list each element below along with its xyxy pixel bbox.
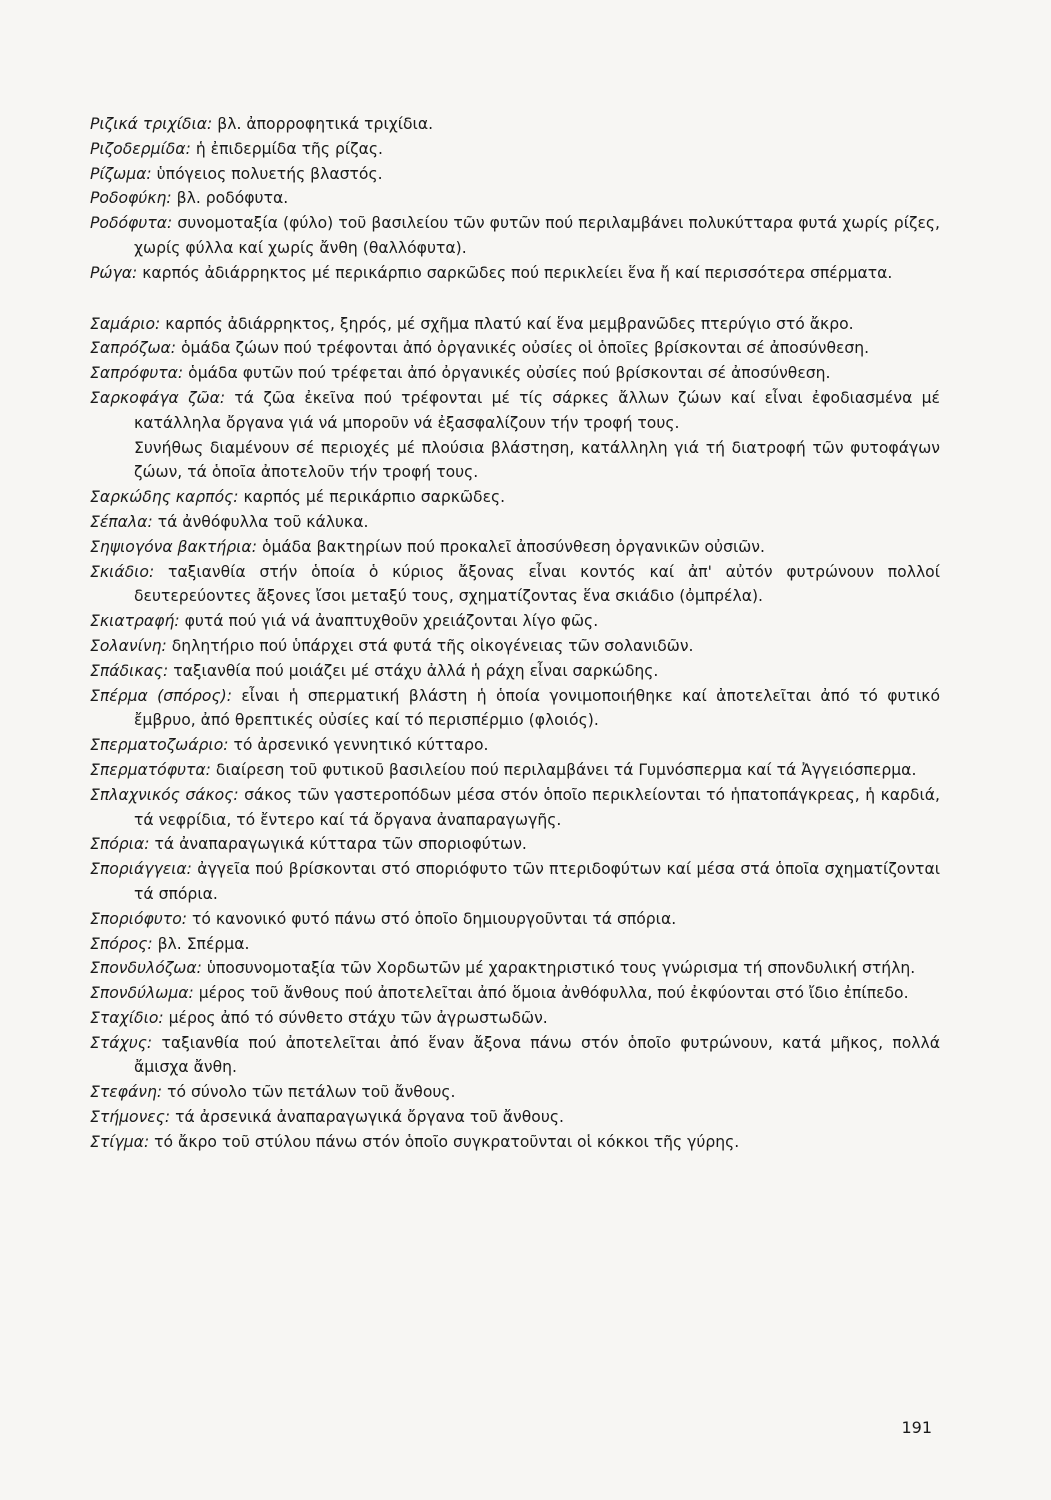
glossary-term: Στίγμα:: [90, 1132, 150, 1151]
glossary-definition: μέρος ἀπό τό σύνθετο στάχυ τῶν ἀγρωστωδῶν.: [168, 1008, 548, 1027]
glossary-entry: [90, 634, 940, 659]
glossary-term: Σπονδυλόζωα:: [90, 959, 202, 978]
glossary-definition: ἀγγεῖα πού βρίσκονται στό σποριόφυτο τῶν πτεριδοφύτων καί μέσα στά ὁποῖα σχηματίζονται τά σπόρια.: [134, 860, 940, 903]
glossary-entry: [90, 956, 940, 981]
glossary-term: Σπόρος:: [90, 934, 153, 953]
glossary-term: Σπερματοζωάριο:: [90, 736, 229, 755]
glossary-term: Σαμάριο:: [90, 314, 161, 333]
glossary-definition: ὁμάδα ζώων πού τρέφονται ἀπό ὀργανικές οὐσίες οἱ ὁποῖες βρίσκονται σέ ἀποσύνθεση.: [181, 339, 870, 358]
glossary-entry: [90, 560, 940, 610]
glossary-definition: ὑπόγειος πολυετής βλαστός.: [156, 164, 383, 183]
glossary-entry: [90, 1105, 940, 1130]
glossary-definition: βλ. Σπέρμα.: [157, 934, 250, 953]
glossary-term: Σηψιογόνα βακτήρια:: [90, 537, 257, 556]
glossary-entry: [90, 312, 940, 337]
glossary-entry: [90, 907, 940, 932]
glossary-entry: [90, 162, 940, 187]
glossary-entry: [90, 832, 940, 857]
glossary-term: Σκιατραφή:: [90, 612, 180, 631]
glossary-definition: τό κανονικό φυτό πάνω στό ὁποῖο δημιουργοῦνται τά σπόρια.: [191, 909, 677, 928]
glossary-term: Σκιάδιο:: [90, 562, 155, 581]
glossary-definition: καρπός μέ περικάρπιο σαρκῶδες.: [243, 488, 506, 507]
glossary-entry: [90, 211, 940, 261]
glossary-term: Σπονδύλωμα:: [90, 984, 194, 1003]
glossary-term: Σαρκοφάγα ζῶα:: [90, 388, 226, 407]
glossary-entry: [90, 1080, 940, 1105]
glossary-definition-continuation: Συνήθως διαμένουν σέ περιοχές μέ πλούσια βλάστηση, κατάλληλη γιά τή διατροφή τῶν φυτοφάγων ζώων, τά ὁποῖα ἀποτελοῦν τήν τροφή τους.: [134, 438, 940, 482]
glossary-definition: μέρος τοῦ ἄνθους πού ἀποτελεῖται ἀπό ὅμοια ἀνθόφυλλα, πού ἐκφύονται στό ἴδιο ἐπίπεδο.: [198, 984, 909, 1003]
glossary-term: Σπερματόφυτα:: [90, 760, 211, 779]
glossary-definition: εἶναι ἡ σπερματική βλάστη ἡ ὁποία γονιμοποιήθηκε καί ἀποτελεῖται ἀπό τό φυτικό ἔμβρυο, ἀπό θρεπτικές οὐσίες καί τό περισπέρμιο (φλοιός).: [134, 686, 940, 730]
glossary-definition: βλ. ροδόφυτα.: [176, 189, 289, 208]
page-number: 191: [901, 1418, 932, 1437]
glossary-entry: [90, 1006, 940, 1031]
glossary-definition: ὁμάδα φυτῶν πού τρέφεται ἀπό ὀργανικές οὐσίες πού βρίσκονται σέ ἀποσύνθεση.: [188, 364, 831, 383]
glossary-term: Ριζοδερμίδα:: [90, 139, 191, 158]
glossary-term: Ρίζωμα:: [90, 164, 152, 183]
glossary-entry: [90, 112, 940, 137]
glossary-entry: [90, 932, 940, 957]
glossary-definition: ἡ ἐπιδερμίδα τῆς ρίζας.: [195, 139, 384, 158]
glossary-term: Ρώγα:: [90, 263, 138, 282]
glossary-entry: [90, 981, 940, 1006]
glossary-entry: [90, 535, 940, 560]
glossary-entry: [90, 758, 940, 783]
glossary-definition: τά ζῶα ἐκεῖνα πού τρέφονται μέ τίς σάρκες ἄλλων ζώων καί εἶναι ἐφοδιασμένα μέ κατάλληλα ὄργανα γιά νά μποροῦν νά ἐξασφαλίζουν τήν τροφή τους.: [134, 388, 940, 432]
glossary-definition: βλ. ἀπορροφητικά τριχίδια.: [217, 115, 434, 133]
glossary-term: Στεφάνη:: [90, 1083, 163, 1102]
glossary-definition: ταξιανθία στήν ὁποία ὁ κύριος ἄξονας εἶναι κοντός καί ἀπ' αὐτόν φυτρώνουν πολλοί δευτερεύοντες ἄξονες ἴσοι μεταξύ τους, σχηματίζοντας ἕνα σκιάδιο (ὀμπρέλα).: [134, 562, 940, 606]
glossary-term: Στάχυς:: [90, 1033, 153, 1052]
glossary-definition: ταξιανθία πού ἀποτελεῖται ἀπό ἕναν ἄξονα πάνω στόν ὁποῖο φυτρώνουν, κατά μῆκος, πολλά ἄμισχα ἄνθη.: [134, 1033, 940, 1077]
glossary-term: Ριζικά τριχίδια:: [90, 115, 213, 133]
glossary-term: Σαπρόφυτα:: [90, 364, 184, 383]
glossary-definition: ὁμάδα βακτηρίων πού προκαλεῖ ἀποσύνθεση ὀργανικῶν οὐσιῶν.: [261, 537, 765, 556]
glossary-term: Σποριόφυτο:: [90, 909, 187, 928]
glossary-entry: [90, 659, 940, 684]
glossary-definition: τά ἀρσενικά ἀναπαραγωγικά ὄργανα τοῦ ἄνθους.: [175, 1108, 564, 1127]
glossary-definition: ὑποσυνομοταξία τῶν Χορδωτῶν μέ χαρακτηριστικό τους γνώρισμα τή σπονδυλική στήλη.: [206, 959, 916, 978]
glossary-definition: φυτά πού γιά νά ἀναπτυχθοῦν χρειάζονται λίγο φῶς.: [184, 612, 599, 631]
glossary-term: Ροδόφυτα:: [90, 214, 173, 233]
glossary-definition: τό ἀρσενικό γεννητικό κύτταρο.: [233, 736, 489, 755]
glossary-definition: δηλητήριο πού ὑπάρχει στά φυτά τῆς οἰκογένειας τῶν σολανιδῶν.: [171, 636, 694, 655]
glossary-entry: [90, 261, 940, 286]
glossary-entry: [90, 783, 940, 833]
glossary-definition: καρπός ἀδιάρρηκτος, ξηρός, μέ σχῆμα πλατύ καί ἕνα μεμβρανῶδες πτερύγιο στό ἄκρο.: [165, 314, 854, 333]
glossary-entry: [90, 361, 940, 386]
glossary-entry: [90, 186, 940, 211]
glossary-entry: [90, 609, 940, 634]
glossary-entry: [90, 733, 940, 758]
glossary-term: Σπέρμα (σπόρος):: [90, 686, 232, 705]
glossary-entry: [90, 684, 940, 734]
glossary-entry: [90, 510, 940, 535]
glossary-entry: [90, 386, 940, 436]
glossary-term: Σαρκώδης καρπός:: [90, 488, 239, 507]
glossary-term: Σπόρια:: [90, 835, 150, 854]
glossary-term: Σταχίδιο:: [90, 1008, 164, 1027]
glossary-term: Σαπρόζωα:: [90, 339, 177, 358]
glossary-entry: [90, 485, 940, 510]
glossary-definition: σάκος τῶν γαστεροπόδων μέσα στόν ὁποῖο περικλείονται τό ἡπατοπάγκρεας, ἡ καρδιά, τά νεφρίδια, τό ἔντερο καί τά ὄργανα ἀναπαραγωγῆς.: [134, 785, 940, 829]
glossary-definition: τό σύνολο τῶν πετάλων τοῦ ἄνθους.: [167, 1083, 456, 1102]
glossary-entry: [90, 1031, 940, 1081]
glossary-term: Σολανίνη:: [90, 636, 167, 655]
glossary-definition: τό ἄκρο τοῦ στύλου πάνω στόν ὁποῖο συγκρατοῦνται οἱ κόκκοι τῆς γύρης.: [154, 1132, 740, 1151]
glossary-term: Σπάδικας:: [90, 661, 169, 680]
glossary-definition: τά ἀναπαραγωγικά κύτταρα τῶν σποριοφύτων.: [154, 835, 527, 854]
glossary-term: Σπλαχνικός σάκος:: [90, 785, 239, 804]
glossary-term: Σποριάγγεια:: [90, 860, 192, 879]
glossary-term: Στήμονες:: [90, 1108, 171, 1127]
glossary-entry: [90, 137, 940, 162]
glossary-definition: συνομοταξία (φύλο) τοῦ βασιλείου τῶν φυτῶν πού περιλαμβάνει πολυκύτταρα φυτά χωρίς ρίζες, χωρίς φύλλα καί χωρίς ἄνθη (θαλλόφυτα).: [134, 214, 940, 257]
glossary-term: Σέπαλα:: [90, 512, 153, 531]
glossary-list: [90, 112, 940, 1155]
glossary-definition: ταξιανθία πού μοιάζει μέ στάχυ ἀλλά ἡ ράχη εἶναι σαρκώδης.: [173, 661, 659, 680]
glossary-entry: [90, 336, 940, 361]
glossary-definition: τά ἀνθόφυλλα τοῦ κάλυκα.: [157, 512, 369, 531]
glossary-entry: [90, 1130, 940, 1155]
glossary-entry: [90, 857, 940, 907]
glossary-term: Ροδοφύκη:: [90, 189, 172, 208]
glossary-definition: διαίρεση τοῦ φυτικοῦ βασιλείου πού περιλαμβάνει τά Γυμνόσπερμα καί τά Ἀγγειόσπερμα.: [215, 760, 917, 779]
glossary-definition: καρπός ἀδιάρρηκτος μέ περικάρπιο σαρκῶδες πού περικλείει ἕνα ἤ καί περισσότερα σπέρματα.: [142, 263, 893, 282]
